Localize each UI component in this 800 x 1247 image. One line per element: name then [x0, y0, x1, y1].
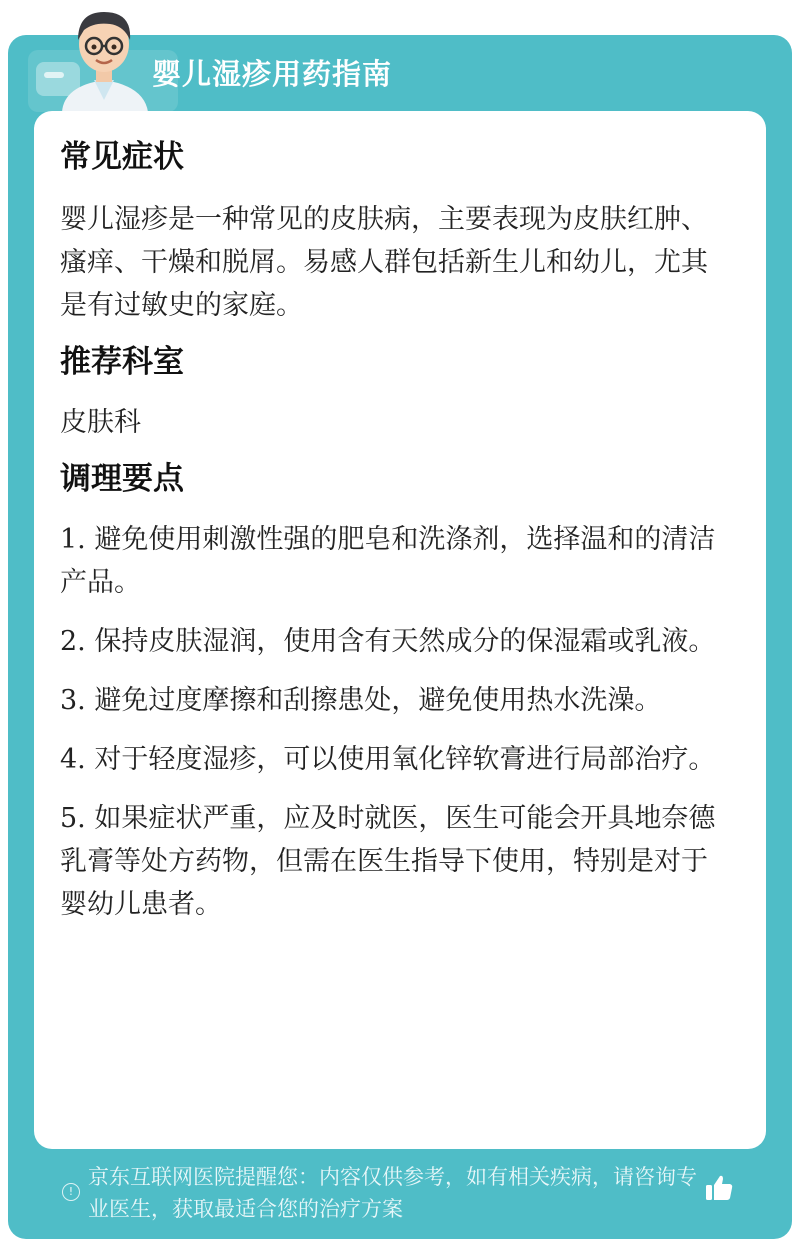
- list-item: [60, 620, 725, 663]
- item-text: 保持皮肤湿润，使用含有天然成分的保湿霜或乳液。: [94, 626, 716, 657]
- item-text: 避免使用刺激性强的肥皂和洗涤剂，选择温和的清洁产品。: [60, 524, 716, 598]
- symptoms-heading: 常见症状: [60, 139, 184, 175]
- thumbs-up-icon[interactable]: [703, 1172, 735, 1204]
- care-heading: 调理要点: [60, 461, 184, 497]
- disclaimer-text: 京东互联网医院提醒您：内容仅供参考，如有相关疾病，请咨询专业医生，获取最适合您的治疗方案: [88, 1165, 697, 1221]
- item-number: 1.: [60, 524, 86, 555]
- item-number: 4.: [60, 744, 86, 775]
- guide-content: [60, 128, 725, 926]
- info-icon: !: [62, 1183, 80, 1201]
- department-heading: 推荐科室: [60, 344, 184, 380]
- list-item: [60, 518, 725, 604]
- list-item: [60, 738, 725, 781]
- symptoms-text: 婴儿湿疹是一种常见的皮肤病，主要表现为皮肤红肿、瘙痒、干燥和脱屑。易感人群包括新生儿和幼儿，尤其是有过敏史的家庭。: [60, 204, 708, 321]
- list-item: [60, 679, 725, 722]
- item-text: 避免过度摩擦和刮擦患处，避免使用热水洗澡。: [94, 685, 662, 716]
- list-item: [60, 797, 725, 926]
- item-number: 3.: [60, 685, 86, 716]
- care-list: [60, 518, 725, 926]
- department-text: 皮肤科: [60, 407, 141, 438]
- item-text: 如果症状严重，应及时就医，医生可能会开具地奈德乳膏等处方药物，但需在医生指导下使用，特别是对于婴幼儿患者。: [60, 803, 716, 920]
- doctor-avatar: [44, 0, 164, 112]
- item-text: 对于轻度湿疹，可以使用氧化锌软膏进行局部治疗。: [94, 744, 716, 775]
- item-number: 5.: [60, 803, 86, 834]
- item-number: 2.: [60, 626, 86, 657]
- page-title: 婴儿湿疹用药指南: [152, 57, 393, 91]
